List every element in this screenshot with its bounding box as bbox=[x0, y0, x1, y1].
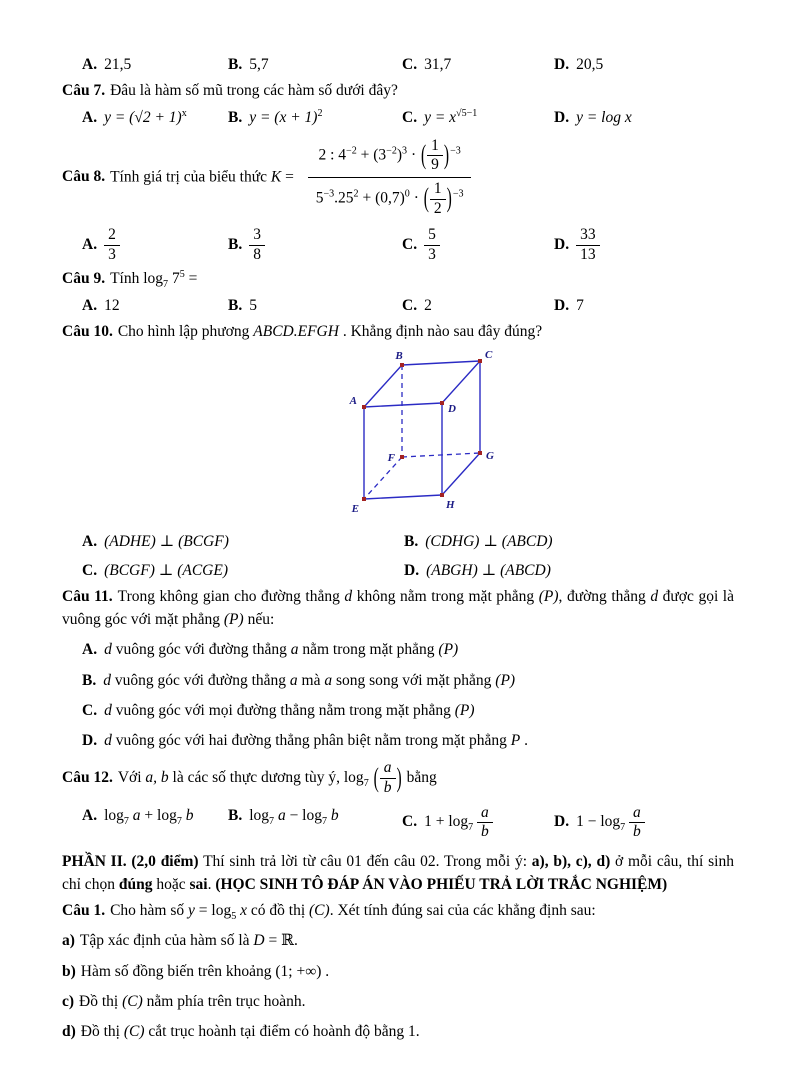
item-a bbox=[62, 929, 734, 952]
question-12-options bbox=[62, 804, 734, 842]
part2-question-1-items bbox=[62, 929, 734, 1043]
option-value: d vuông góc với mọi đường thẳng nằm trong mặt phẳng (P) bbox=[104, 701, 475, 719]
option-label: D. bbox=[554, 108, 570, 126]
cube-vertex-markers bbox=[362, 359, 482, 501]
option-b bbox=[62, 669, 734, 692]
question-10-stem: Cho hình lập phương ABCD.EFGH . Khẳng định nào sau đây đúng? bbox=[117, 322, 543, 340]
option-label: B. bbox=[404, 533, 419, 551]
option-value: $\log_7 a + \log_7 b$ bbox=[104, 806, 194, 827]
option-c bbox=[62, 699, 734, 722]
option-label: C. bbox=[402, 813, 418, 831]
vertex-label-h: H bbox=[446, 499, 455, 512]
option-c bbox=[402, 294, 554, 317]
option-d bbox=[554, 226, 734, 264]
question-11-label: Câu 11. bbox=[62, 587, 113, 605]
question-11-stem: Trong không gian cho đường thẳng d không nằm trong mặt phẳng (P), đường thẳng d được gọi là vuông góc với mặt phẳng (P) nếu: bbox=[62, 587, 734, 629]
option-label: B. bbox=[228, 56, 243, 73]
option-label: D. bbox=[82, 732, 98, 750]
option-label: A. bbox=[82, 108, 98, 126]
option-label: D. bbox=[554, 235, 570, 253]
question-8-label: Câu 8. bbox=[62, 168, 106, 185]
option-c bbox=[82, 559, 404, 582]
option-c bbox=[402, 53, 554, 76]
option-value: (CDHG) ⊥ (ABCD) bbox=[425, 533, 553, 551]
question-11-stem-line bbox=[62, 585, 734, 632]
option-value: 20,5 bbox=[576, 56, 604, 73]
option-value: (BCGF) ⊥ (ACGE) bbox=[104, 561, 228, 579]
option-label: D. bbox=[554, 296, 570, 314]
option-label: B. bbox=[228, 806, 243, 824]
cube-solid-edges bbox=[364, 361, 480, 499]
option-a bbox=[82, 294, 228, 317]
option-b bbox=[228, 53, 402, 76]
numerator: 2 : $4^{-2} + (3^{-2})^3$ · ( $\frac{1}{9}$ )$^{-3}$ bbox=[308, 135, 470, 178]
option-label: C. bbox=[82, 561, 98, 579]
option-a bbox=[82, 530, 404, 553]
item-label: c) bbox=[62, 992, 75, 1010]
option-b bbox=[228, 804, 402, 842]
option-value: $\log_7 a - \log_7 b$ bbox=[249, 806, 339, 827]
vertex-label-b: B bbox=[395, 350, 403, 363]
cube-figure-container bbox=[344, 349, 734, 526]
question-10-label: Câu 10. bbox=[62, 322, 113, 340]
option-label: C. bbox=[402, 296, 418, 314]
option-d bbox=[554, 53, 734, 76]
option-label: B. bbox=[228, 235, 243, 253]
option-value: d vuông góc với đường thẳng a nằm trong mặt phẳng (P) bbox=[104, 641, 459, 659]
option-label: C. bbox=[402, 108, 418, 126]
option-label: B. bbox=[82, 671, 97, 689]
option-value: 2 bbox=[424, 296, 432, 314]
option-label: A. bbox=[82, 235, 98, 253]
option-value: y = log x bbox=[576, 108, 632, 126]
option-value: $y = (√2 + 1)^x$ bbox=[104, 107, 187, 126]
question-11-options bbox=[62, 638, 734, 752]
option-value: 5,7 bbox=[249, 56, 269, 73]
vertex-label-f: F bbox=[387, 452, 395, 465]
option-label: A. bbox=[82, 56, 98, 73]
question-7-stem-line bbox=[62, 79, 734, 102]
question-10-options bbox=[62, 530, 734, 582]
previous-question-options bbox=[62, 53, 734, 76]
option-label: A. bbox=[82, 533, 98, 551]
option-label: C. bbox=[402, 235, 418, 253]
option-d bbox=[404, 559, 734, 582]
part2-question-1-stem-line bbox=[62, 899, 734, 922]
option-value: $\frac{2}{3}$ bbox=[104, 236, 120, 253]
option-value: $1 + \log_7$ $\frac{a}{b}$ bbox=[424, 813, 493, 830]
question-8-options bbox=[62, 226, 734, 264]
question-9-options bbox=[62, 294, 734, 317]
part-2-heading: PHẦN II. (2,0 điểm) Thí sinh trả lời từ câu 01 đến câu 02. Trong mỗi ý: a), b), c), d) ở mỗi câu, thí sinh chỉ chọn đúng hoặc sai. (HỌC SINH TÔ ĐÁP ÁN VÀO PHIẾU TRẢ LỜI TRẮC NGHIỆM) bbox=[62, 852, 734, 893]
option-value: d vuông góc với hai đường thẳng phân biệt nằm trong mặt phẳng P . bbox=[104, 732, 528, 750]
option-value: $\frac{3}{8}$ bbox=[249, 236, 265, 253]
vertex-label-d: D bbox=[448, 403, 456, 416]
item-text: Hàm số đồng biến trên khoảng (1; +∞) . bbox=[80, 962, 330, 980]
option-d bbox=[554, 804, 734, 842]
option-value: $\frac{5}{3}$ bbox=[424, 236, 440, 253]
question-12-stem-line bbox=[62, 759, 734, 797]
option-b bbox=[228, 294, 402, 317]
option-value: 7 bbox=[576, 296, 584, 314]
option-value: 12 bbox=[104, 296, 120, 314]
denominator: $5^{-3}.25^2 + (0,7)^0$ · ( $\frac{1}{2}$ )$^{-3}$ bbox=[315, 179, 464, 217]
option-value: $\frac{33}{13}$ bbox=[576, 236, 600, 253]
question-9-label: Câu 9. bbox=[62, 270, 106, 288]
question-7-options bbox=[62, 106, 734, 129]
option-value: (ABGH) ⊥ (ABCD) bbox=[426, 561, 551, 579]
question-7-label: Câu 7. bbox=[62, 82, 106, 100]
option-c bbox=[402, 804, 554, 842]
option-label: B. bbox=[228, 296, 243, 314]
option-a bbox=[62, 638, 734, 661]
option-d bbox=[554, 294, 734, 317]
option-label: D. bbox=[554, 56, 570, 73]
option-value: $y = x^{√5-1}$ bbox=[424, 107, 478, 126]
item-c bbox=[62, 990, 734, 1013]
question-8-stem: Tính giá trị của biểu thức bbox=[110, 168, 271, 185]
item-text: Đồ thị (C) nằm phía trên trục hoành. bbox=[79, 992, 306, 1010]
option-label: A. bbox=[82, 641, 98, 659]
item-text: Tập xác định của hàm số là D = ℝ. bbox=[79, 932, 298, 950]
option-b bbox=[228, 106, 402, 129]
k-variable: K = bbox=[270, 168, 294, 185]
vertex-label-a: A bbox=[349, 395, 357, 408]
question-9-stem: Tính $\log_7 7^5$ = bbox=[110, 269, 198, 291]
option-value: d vuông góc với đường thẳng a mà a song song với mặt phẳng (P) bbox=[103, 671, 516, 689]
question-8-stem-line bbox=[62, 135, 734, 220]
option-value: (ADHE) ⊥ (BCGF) bbox=[104, 533, 229, 551]
item-b bbox=[62, 960, 734, 983]
cube-hidden-edges bbox=[364, 365, 480, 499]
option-label: D. bbox=[404, 561, 420, 579]
option-a bbox=[82, 804, 228, 842]
option-b bbox=[404, 530, 734, 553]
vertex-label-c: C bbox=[485, 349, 493, 362]
cube-figure bbox=[344, 349, 504, 519]
option-c bbox=[402, 106, 554, 129]
part2-question-1-label: Câu 1. bbox=[62, 902, 106, 920]
option-c bbox=[402, 226, 554, 264]
option-label: D. bbox=[554, 813, 570, 831]
question-7-stem: Đâu là hàm số mũ trong các hàm số dưới đây? bbox=[110, 82, 398, 100]
option-value: 5 bbox=[249, 296, 257, 314]
question-12-label: Câu 12. bbox=[62, 768, 113, 786]
option-a bbox=[82, 53, 228, 76]
item-label: d) bbox=[62, 1023, 76, 1041]
part2-question-1-stem: Cho hàm số $y = \log_5 x$ có đồ thị (C). Xét tính đúng sai của các khẳng định sau: bbox=[110, 902, 596, 923]
question-10-stem-line bbox=[62, 320, 734, 343]
option-label: A. bbox=[82, 806, 98, 824]
option-value: 31,7 bbox=[424, 56, 452, 73]
vertex-label-g: G bbox=[486, 450, 494, 463]
option-d bbox=[62, 729, 734, 752]
option-b bbox=[228, 226, 402, 264]
option-a bbox=[82, 226, 228, 264]
option-label: C. bbox=[402, 56, 418, 73]
option-label: C. bbox=[82, 701, 98, 719]
option-value: $1 - \log_7$ $\frac{a}{b}$ bbox=[576, 813, 645, 830]
cube-vertex-labels bbox=[349, 349, 494, 515]
option-value: 21,5 bbox=[104, 56, 132, 73]
item-label: a) bbox=[62, 932, 75, 950]
vertex-label-e: E bbox=[351, 503, 359, 516]
question-12-stem: Với a, b là các số thực dương tùy ý, $\log_7$ ( $\frac{a}{b}$ ) bằng bbox=[117, 759, 437, 796]
item-label: b) bbox=[62, 962, 76, 980]
option-label: B. bbox=[228, 108, 243, 126]
option-value: $y = (x + 1)^2$ bbox=[249, 107, 323, 126]
option-d bbox=[554, 106, 734, 129]
item-text: Đồ thị (C) cắt trục hoành tại điểm có hoành độ bằng 1. bbox=[80, 1023, 420, 1041]
k-expression-fraction bbox=[306, 135, 474, 220]
question-9-stem-line bbox=[62, 267, 734, 290]
option-label: A. bbox=[82, 296, 98, 314]
option-a bbox=[82, 106, 228, 129]
